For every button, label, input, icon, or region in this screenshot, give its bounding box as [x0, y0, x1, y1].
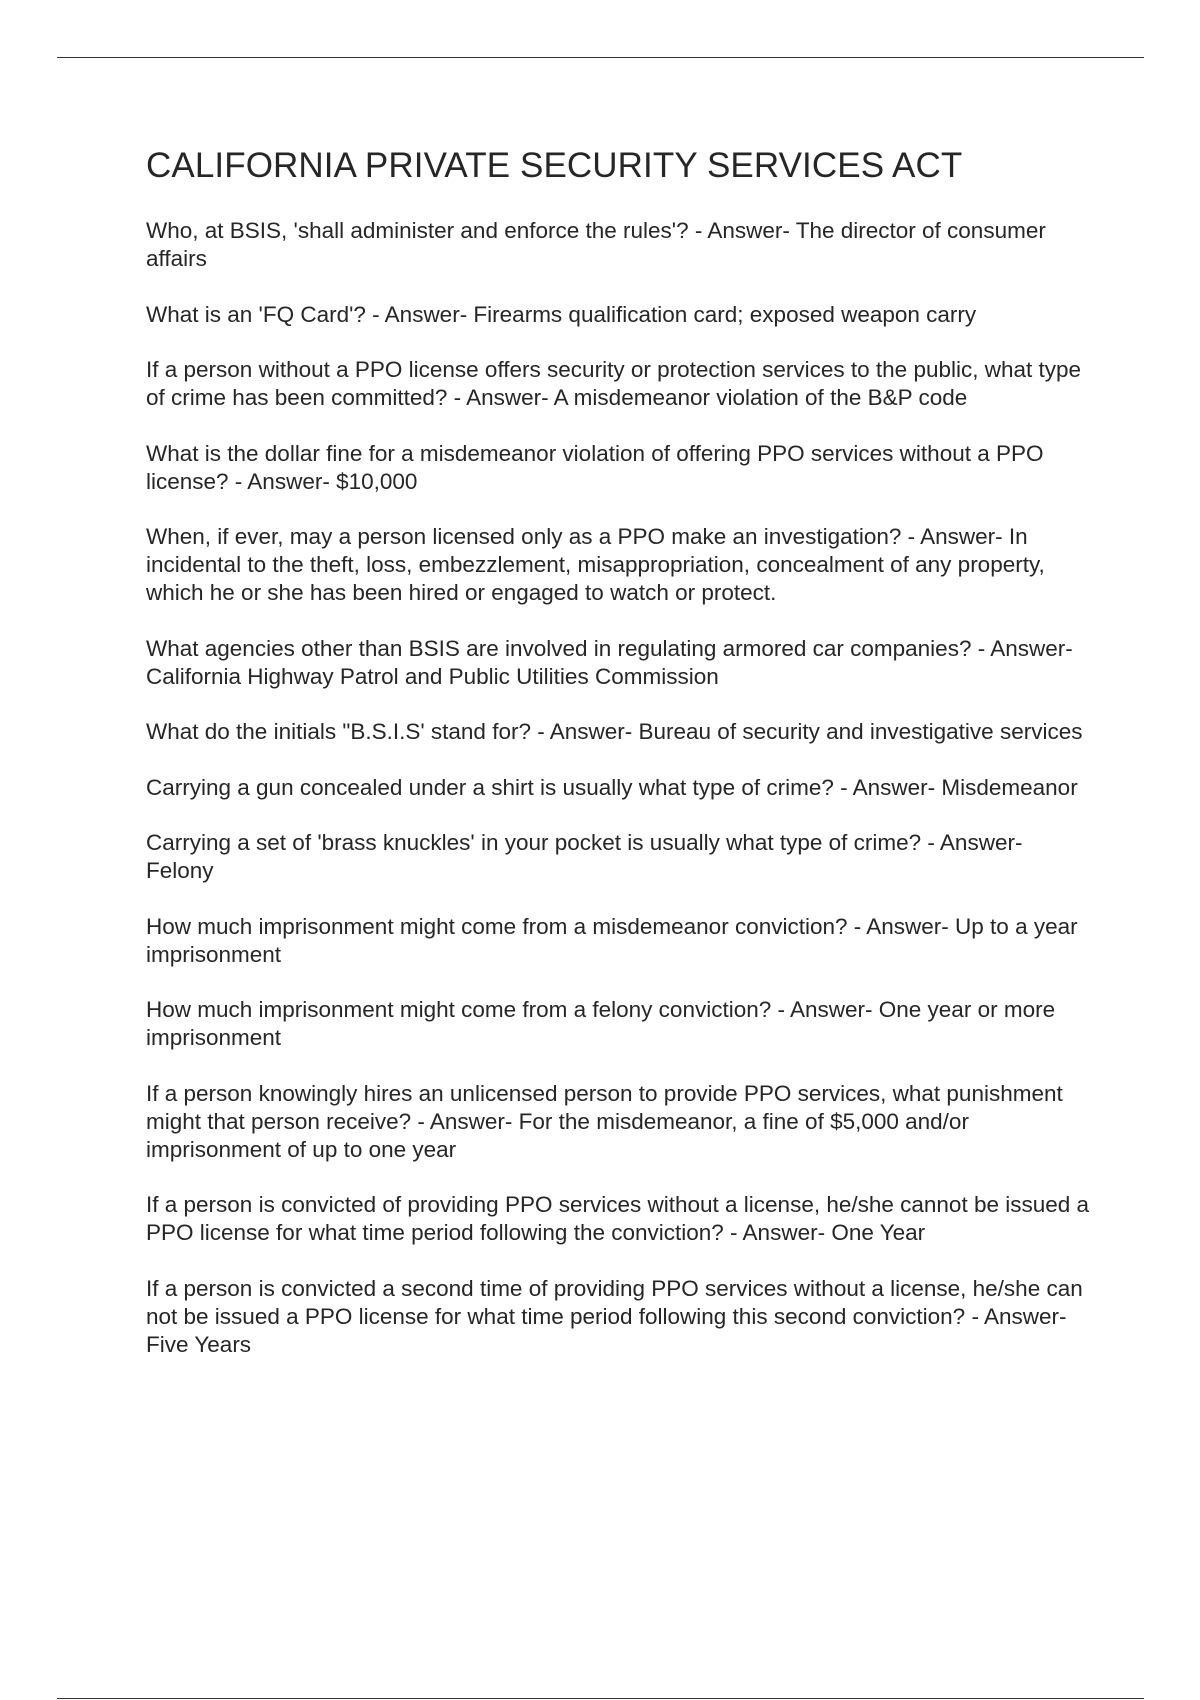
qa-item: How much imprisonment might come from a felony conviction? - Answer- One year or more imprisonment — [146, 997, 1056, 1050]
qa-item: What is the dollar fine for a misdemeanor violation of offering PPO services without a PPO license? - Answer- $10,000 — [146, 440, 1044, 494]
document-body — [146, 142, 1096, 1386]
qa-item: If a person is convicted of providing PPO services without a license, he/she cannot be issued a PPO license for what time period following the conviction? - Answer- One Year — [146, 1192, 1090, 1245]
document-title: CALIFORNIA PRIVATE SECURITY SERVICES ACT — [146, 146, 963, 185]
qa-list — [146, 217, 1096, 1359]
qa-item: Carrying a set of 'brass knuckles' in your pocket is usually what type of crime? - Answer- Felony — [146, 830, 1023, 883]
qa-item: What is an 'FQ Card'? - Answer- Firearms qualification card; exposed weapon carry — [146, 301, 977, 327]
qa-item: What do the initials "B.S.I.S' stand for? - Answer- Bureau of security and investigative services — [146, 719, 1083, 744]
qa-item: If a person knowingly hires an unlicensed person to provide PPO services, what punishment might that person receive? - Answer- For the misdemeanor, a fine of $5,000 and/or imprisonment of up to one year — [146, 1080, 1063, 1162]
qa-item: When, if ever, may a person licensed only as a PPO make an investigation? - Answer- In incidental to the theft, loss, embezzlement, misappropriation, concealment of any property, which he or she has been hired or engaged to watch or protect. — [146, 524, 1045, 605]
qa-item: Who, at BSIS, 'shall administer and enforce the rules'? - Answer- The director of consumer affairs — [146, 218, 1046, 271]
qa-item: If a person is convicted a second time of providing PPO services without a license, he/she can not be issued a PPO license for what time period following this second conviction? - Answer- Five Years — [146, 1275, 1083, 1357]
qa-item: How much imprisonment might come from a misdemeanor conviction? - Answer- Up to a year imprisonment — [146, 913, 1078, 967]
qa-item: If a person without a PPO license offers security or protection services to the public, what type of crime has been committed? - Answer- A misdemeanor violation of the B&P code — [146, 357, 1082, 410]
bottom-divider — [57, 1698, 1144, 1699]
qa-item: Carrying a gun concealed under a shirt is usually what type of crime? - Answer- Misdemeanor — [146, 774, 1078, 800]
qa-item: What agencies other than BSIS are involved in regulating armored car companies? - Answer- California Highway Patrol and Public Utilities Commission — [146, 635, 1073, 689]
top-divider — [57, 57, 1144, 58]
